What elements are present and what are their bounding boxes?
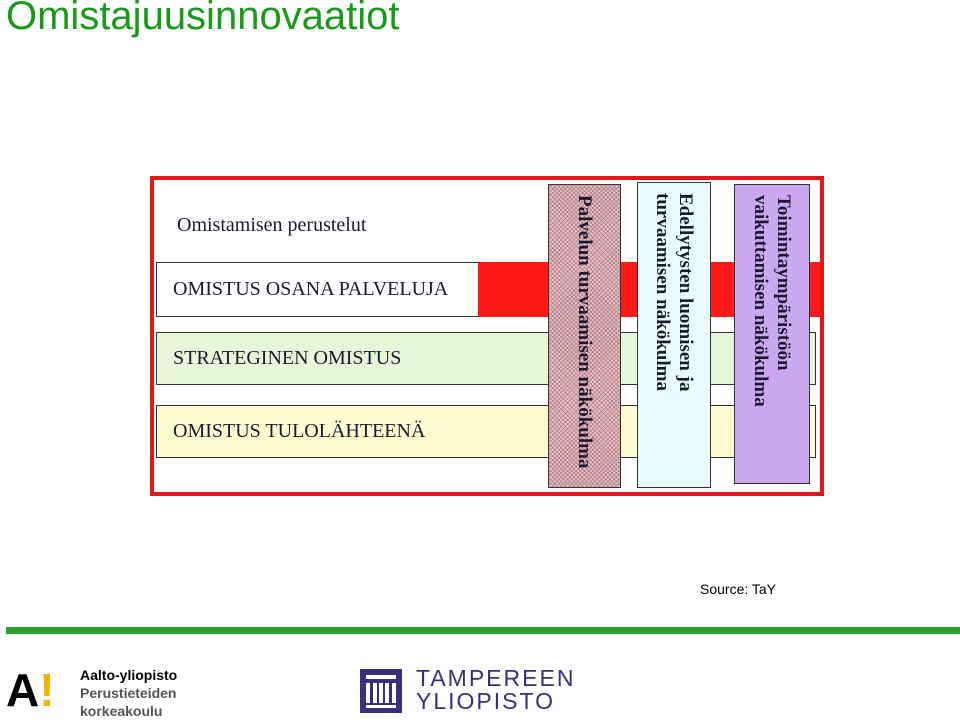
- aalto-logo-exclamation: !: [39, 664, 55, 716]
- row-income: [156, 405, 556, 458]
- aalto-logo-icon: [6, 664, 55, 716]
- column-conditions-perspective-label: Edellytysten luomisen ja turvaamisen näkökulma: [652, 193, 696, 392]
- heading-label: Omistamisen perustelut: [177, 213, 367, 236]
- row-services-label: OMISTUS OSANA PALVELUJA: [173, 278, 449, 300]
- diagram-heading: [160, 208, 460, 242]
- aalto-logo-letter: A: [6, 664, 40, 716]
- page-title: Omistajuusinnovaatiot: [6, 0, 400, 38]
- footer-divider: [6, 627, 960, 634]
- tampere-logo-text: [416, 667, 575, 713]
- column-conditions-perspective: [637, 182, 711, 488]
- row-services: [156, 262, 556, 317]
- aalto-school-line1: Perustieteiden: [80, 685, 177, 701]
- row-strategic-label: STRATEGINEN OMISTUS: [173, 347, 402, 369]
- aalto-name: Aalto-yliopisto: [80, 667, 178, 683]
- row-income-label: OMISTUS TULOLÄHTEENÄ: [173, 420, 426, 442]
- tampere-emblem-icon: [360, 669, 402, 713]
- row-strategic: [156, 332, 556, 385]
- tampere-line2: YLIOPISTO: [416, 688, 556, 714]
- source-note: Source: TaY: [700, 581, 777, 597]
- column-service-perspective-label: Palvelun turvaamisen näkökulma: [574, 195, 595, 469]
- aalto-school-line2: korkeakoulu: [80, 703, 163, 719]
- aalto-logo-text: [80, 666, 177, 720]
- tampere-line1: TAMPEREEN: [416, 665, 576, 691]
- column-environment-perspective-label: Toimintaympäristöön vaikuttamisen näkökulma: [750, 195, 794, 407]
- column-service-perspective: [548, 184, 621, 488]
- column-environment-perspective: [734, 184, 810, 484]
